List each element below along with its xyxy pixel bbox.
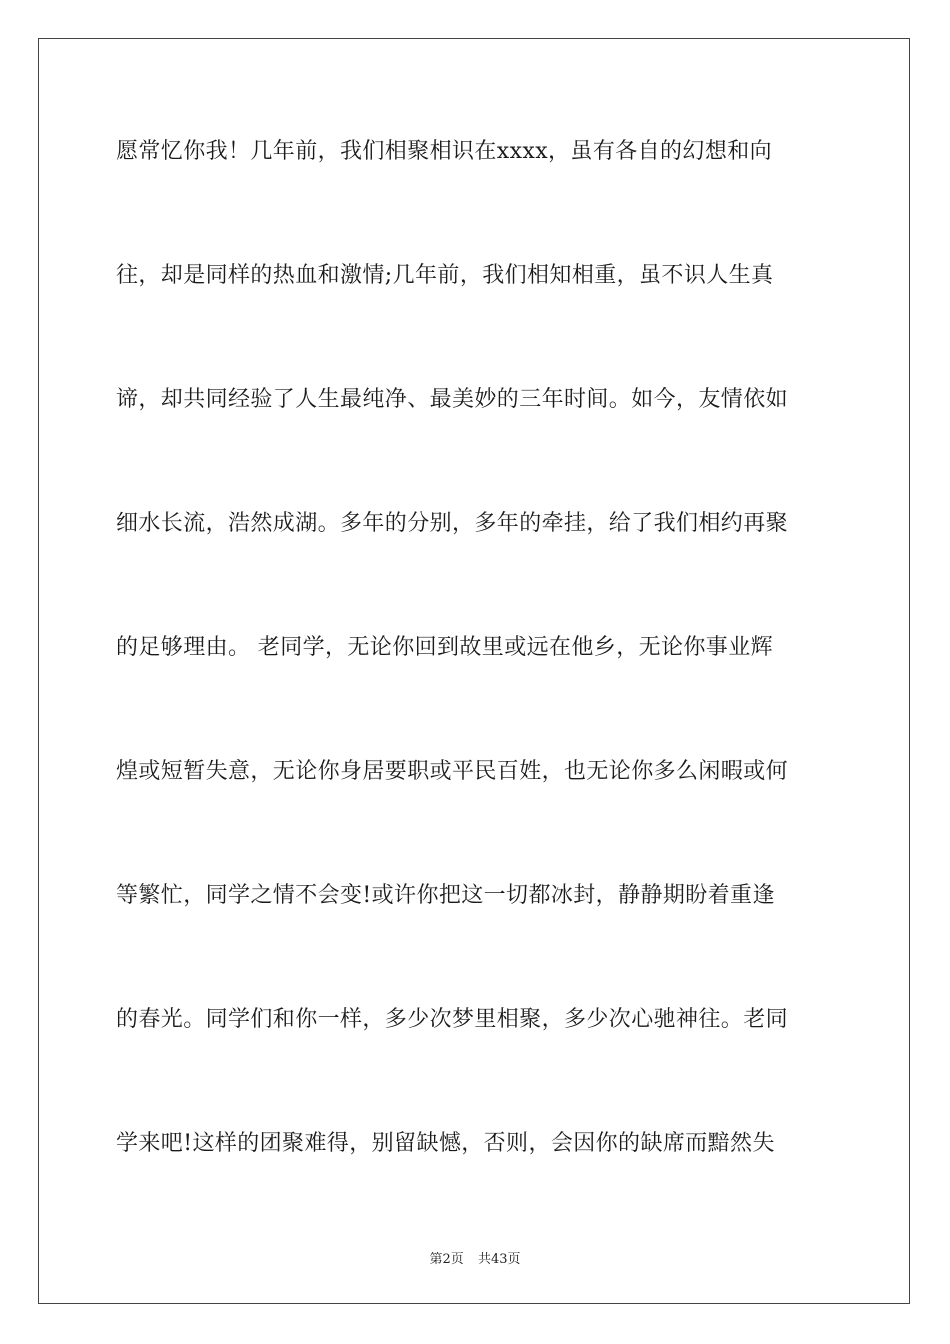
total-pages: 共43页 xyxy=(477,1252,521,1267)
text-line-5: 的足够理由。 老同学，无论你回到故里或远在他乡，无论你事业辉 xyxy=(116,635,773,660)
text-line-3: 谛，却共同经验了人生最纯净、最美妙的三年时间。如今，友情依如 xyxy=(116,387,789,412)
text-line-2: 往，却是同样的热血和激情;几年前，我们相知相重，虽不识人生真 xyxy=(116,263,774,288)
page-footer xyxy=(0,1248,950,1267)
text-line-6: 煌或短暂失意，无论你身居要职或平民百姓，也无论你多么闲暇或何 xyxy=(116,759,789,784)
page-number: 第2页 xyxy=(429,1252,464,1267)
text-line-1: 愿常忆你我！几年前，我们相聚相识在xxxx，虽有各自的幻想和向 xyxy=(116,139,773,164)
text-line-8: 的春光。同学们和你一样，多少次梦里相聚，多少次心驰神往。老同 xyxy=(116,1007,789,1032)
text-line-9: 学来吧!这样的团聚难得，别留缺憾，否则，会因你的缺席而黯然失 xyxy=(116,1131,775,1156)
text-line-7: 等繁忙，同学之情不会变!或许你把这一切都冰封，静静期盼着重逢 xyxy=(116,883,775,908)
body-text xyxy=(116,125,834,1241)
text-line-4: 细水长流，浩然成湖。多年的分别，多年的牵挂，给了我们相约再聚 xyxy=(116,511,789,536)
